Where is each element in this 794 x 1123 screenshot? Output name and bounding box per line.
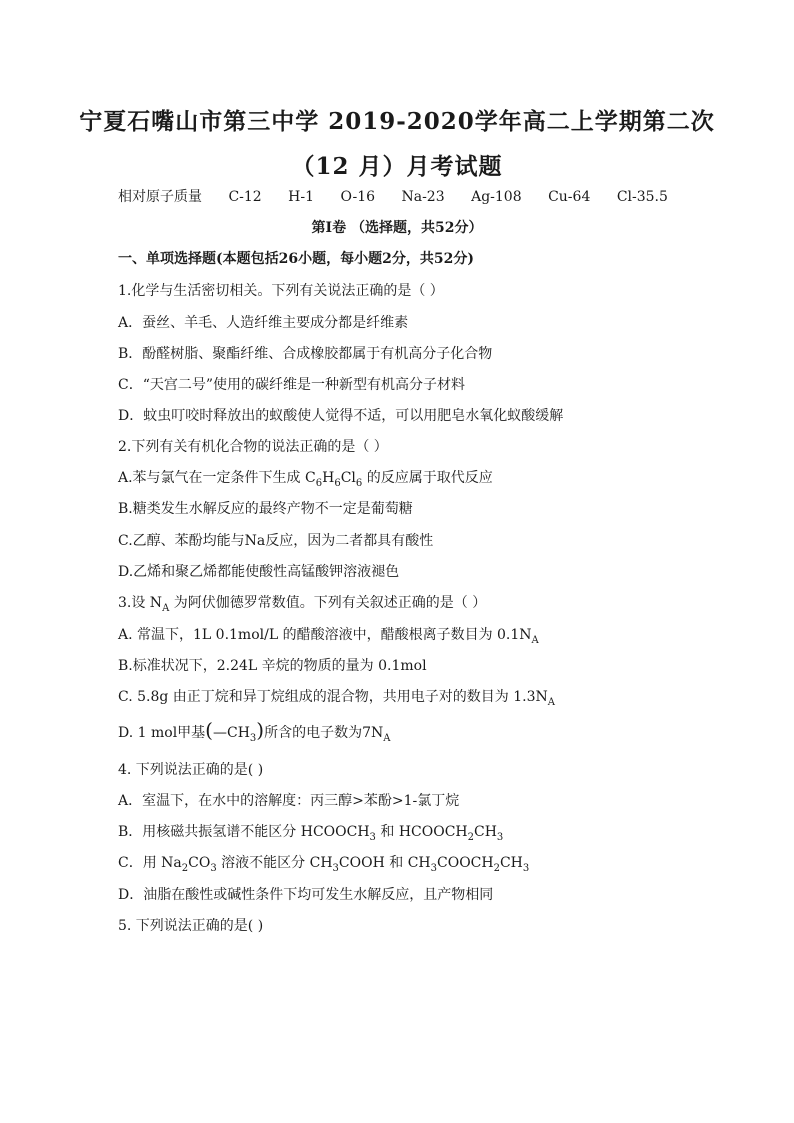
question-1-option-d: D．蚊虫叮咬时释放出的蚁酸使人觉得不适，可以用肥皂水氧化蚁酸缓解	[118, 408, 564, 424]
question-3-stem: 3.设 $N_A$ 为阿伏伽德罗常数值。下列有关叙述正确的是（ ）	[118, 595, 487, 614]
atomic-mass-item: H-1	[288, 189, 315, 205]
atomic-mass-item: O-16	[340, 189, 376, 205]
question-4-option-b: B．用核磁共振氢谱不能区分 $HCOOCH_3$ 和 $HCOOCH_2CH_3$	[118, 824, 504, 843]
question-1-stem: 1.化学与生活密切相关。下列有关说法正确的是（ ）	[118, 283, 444, 299]
question-1-option-b: B．酚醛树脂、聚酯纤维、合成橡胶都属于有机高分子化合物	[118, 346, 493, 362]
question-3-option-c: C. 5.8g 由正丁烷和异丁烷组成的混合物，共用电子对的数目为 $1.3N_A$	[118, 689, 555, 708]
question-1-option-c: C．“天宫二号”使用的碳纤维是一种新型有机高分子材料	[118, 377, 466, 393]
question-4-option-a: A．室温下，在水中的溶解度：丙三醇>苯酚>1-氯丁烷	[118, 793, 460, 809]
section-header: 第Ⅰ卷 （选择题，共52分）	[311, 220, 483, 236]
question-2-stem: 2.下列有关有机化合物的说法正确的是（ ）	[118, 439, 388, 455]
question-3-option-b: B.标准状况下，2.24L 辛烷的物质的量为 0.1mol	[118, 658, 427, 674]
question-3-option-d: D. 1 mol甲基$(—CH_3)$所含的电子数为$7N_A$	[118, 718, 391, 744]
question-2-option-d: D.乙烯和聚乙烯都能使酸性高锰酸钾溶液褪色	[118, 564, 400, 580]
question-2-option-c: C.乙醇、苯酚均能与Na反应，因为二者都具有酸性	[118, 533, 434, 549]
question-4-option-c: C．用 $Na_2CO_3$ 溶液不能区分 $CH_3COOH$ 和 $CH_3COOCH_2CH_3$	[118, 855, 530, 874]
question-5-stem: 5. 下列说法正确的是( )	[118, 918, 264, 934]
question-4-stem: 4. 下列说法正确的是( )	[118, 762, 264, 778]
part-header: 一、单项选择题(本题包括26小题，每小题2分，共52分)	[118, 251, 474, 267]
question-2-option-b: B.糖类发生水解反应的最终产物不一定是葡萄糖	[118, 501, 413, 517]
exam-title-line-2: （12 月）月考试题	[291, 153, 503, 180]
atomic-masses-line	[118, 186, 690, 206]
question-1-option-a: A．蚕丝、羊毛、人造纤维主要成分都是纤维素	[118, 315, 409, 331]
exam-title-line-1: 宁夏石嘴山市第三中学 2019-2020学年高二上学期第二次	[79, 108, 715, 135]
question-3-option-a: A. 常温下，1L 0.1mol/L 的醋酸溶液中，醋酸根离子数目为 $0.1N_A$	[118, 627, 539, 646]
atomic-masses-label: 相对原子质量	[118, 189, 202, 205]
atomic-mass-item: Ag-108	[471, 189, 522, 205]
atomic-mass-item: Cu-64	[548, 189, 591, 205]
atomic-mass-item: Cl-35.5	[616, 189, 668, 205]
atomic-mass-item: Na-23	[401, 189, 445, 205]
atomic-mass-item: C-12	[228, 189, 262, 205]
question-4-option-d: D．油脂在酸性或碱性条件下均可发生水解反应，且产物相同	[118, 887, 494, 903]
question-2-option-a: A.苯与氯气在一定条件下生成 $C_6H_6Cl_6$ 的反应属于取代反应	[118, 470, 493, 489]
